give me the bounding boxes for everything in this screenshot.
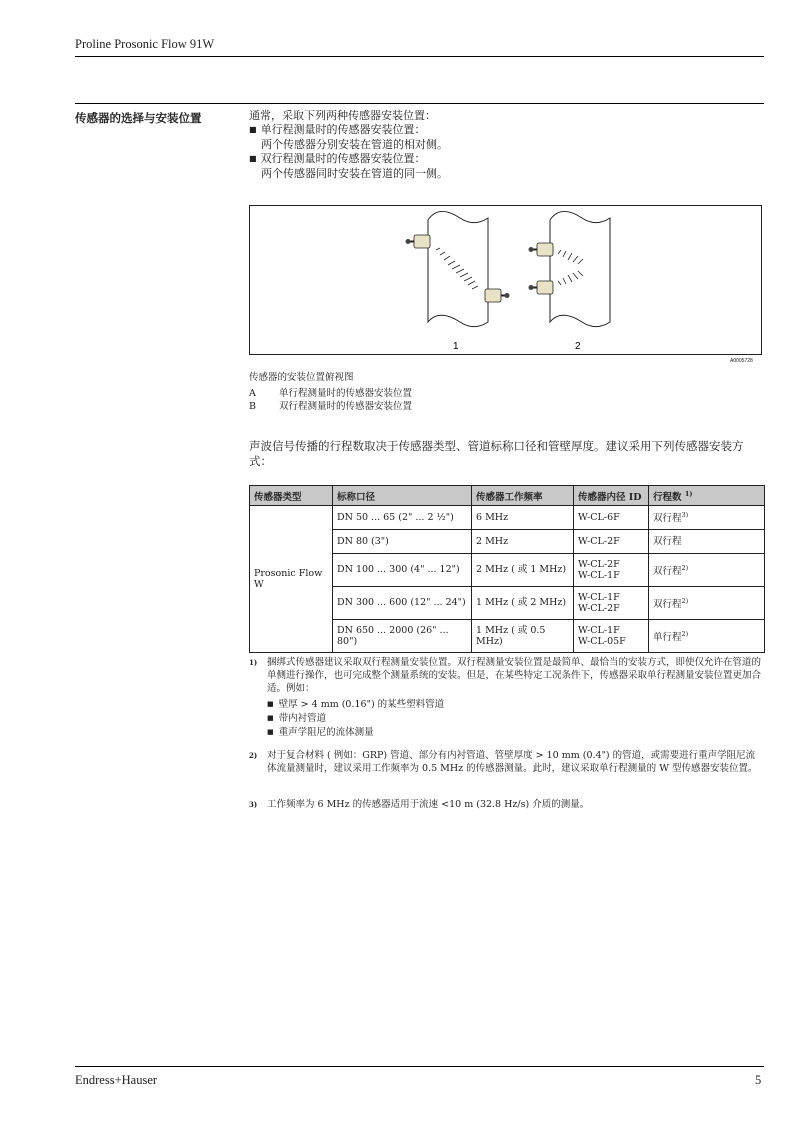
- sensor-icon: [529, 243, 554, 256]
- th-nominal-diameter: 标称口径: [333, 486, 472, 506]
- legend-item: [249, 400, 412, 413]
- cell-traverses: [649, 587, 765, 620]
- sensor-id: W-CL-6F: [578, 511, 620, 523]
- cell-diameter: DN 80 (3"): [333, 530, 472, 554]
- cell-traverses: [649, 554, 765, 587]
- cell-frequency: 1 MHz ( 或 0.5 MHz): [472, 620, 574, 653]
- figure-legend: [249, 387, 412, 413]
- sensor-id: W-CL-2F: [578, 535, 620, 547]
- footnote-ref: 2): [681, 629, 689, 638]
- figure-label-2: 2: [575, 341, 581, 352]
- pipe-double-traverse: [550, 212, 610, 327]
- figure-label-1: 1: [453, 341, 459, 352]
- sensor-id: W-CL-05F: [578, 636, 626, 647]
- legend-key: A: [249, 388, 256, 399]
- header-rule: [75, 56, 764, 57]
- footnote-number: 2): [249, 751, 258, 760]
- cell-traverses: [649, 620, 765, 653]
- table-row: [250, 506, 765, 530]
- footnote-number: 1): [249, 658, 258, 667]
- traverses-value: 双行程: [653, 598, 682, 610]
- section-rule: [75, 103, 764, 104]
- installation-figure: [249, 205, 762, 355]
- sensor-installation-diagram: [250, 206, 761, 354]
- footnote-number: 3): [249, 800, 258, 809]
- figure-caption: 传感器的安装位置俯视图: [249, 372, 354, 383]
- traverses-value: 单行程: [653, 631, 682, 643]
- section-title: 传感器的选择与安装位置: [75, 111, 202, 125]
- traverses-value: 双行程: [653, 535, 682, 547]
- cell-traverses: [649, 506, 765, 530]
- list-item: ■ 带内衬管道: [267, 712, 763, 726]
- footnote: [249, 749, 763, 775]
- footnote-text: 对于复合材料 ( 例如：GRP) 管道、部分有内衬管道、管壁厚度 > 10 mm (0.4") 的管道，或需要进行重声学阻尼流体流量测量时，建议采用工作频率为 0.5 MHz 的传感器测量。此时，建议采取单行程测量的 W 型传感器安装位置。: [267, 750, 758, 774]
- footnote-text: 工作频率为 6 MHz 的传感器适用于流速 <10 m (32.8 Hz/s) 介质的测量。: [267, 799, 590, 810]
- cell-frequency: 2 MHz ( 或 1 MHz): [472, 554, 574, 587]
- sensor-table: [249, 485, 765, 653]
- page-number: 5: [755, 1073, 762, 1087]
- recommendation-paragraph: 声波信号传播的行程数取决于传感器类型、管道标称口径和管壁厚度。建议采用下列传感器安装方式：: [249, 439, 744, 468]
- th-traverses-label: 行程数: [653, 491, 682, 503]
- legend-text: 单行程测量时的传感器安装位置: [279, 388, 413, 399]
- legend-text: 双行程测量时的传感器安装位置: [279, 401, 413, 412]
- cell-sensor-id: [574, 530, 649, 554]
- footer-rule: [75, 1066, 764, 1067]
- footnote-ref: 2): [681, 563, 689, 572]
- th-sensor-type: 传感器类型: [250, 486, 333, 506]
- th-traverses: [649, 486, 765, 506]
- footnote-list: [267, 698, 763, 740]
- cell-traverses: [649, 530, 765, 554]
- footnote: [249, 656, 763, 740]
- legend-key: B: [249, 401, 256, 412]
- sensor-icon: [406, 235, 431, 248]
- cell-sensor-id: [574, 620, 649, 653]
- footnote-ref: 1): [684, 489, 693, 498]
- th-frequency: 传感器工作频率: [472, 486, 574, 506]
- bullet-title: ■ 单行程测量时的传感器安装位置：: [249, 123, 448, 138]
- sensor-type-cell: Prosonic Flow W: [250, 506, 333, 653]
- footnote-ref: 3): [681, 511, 689, 520]
- cell-frequency: 6 MHz: [472, 506, 574, 530]
- cell-diameter: DN 300 ... 600 (12" ... 24"): [333, 587, 472, 620]
- cell-diameter: DN 50 ... 65 (2" ... 2 ½"): [333, 506, 472, 530]
- traverses-value: 双行程: [653, 565, 682, 577]
- intro-text: 通常，采取下列两种传感器安装位置：: [249, 109, 436, 122]
- cell-frequency: 2 MHz: [472, 530, 574, 554]
- pipe-single-traverse: [428, 212, 488, 327]
- intro-block: [249, 109, 448, 181]
- list-item: ■ 壁厚 > 4 mm (0.16") 的某些塑料管道: [267, 698, 763, 712]
- cell-frequency: 1 MHz ( 或 2 MHz): [472, 587, 574, 620]
- sensor-icon: [485, 289, 510, 302]
- sensor-id: W-CL-1F: [578, 624, 620, 636]
- sensor-icon: [529, 281, 554, 294]
- cell-diameter: DN 100 ... 300 (4" ... 12"): [333, 554, 472, 587]
- table-header-row: [250, 486, 765, 506]
- footer-brand: Endress+Hauser: [75, 1073, 158, 1087]
- sensor-id: W-CL-1F: [578, 570, 620, 581]
- footnote: [249, 798, 763, 811]
- cell-sensor-id: [574, 587, 649, 620]
- sensor-id: W-CL-1F: [578, 591, 620, 603]
- cell-diameter: DN 650 ... 2000 (26" ... 80"): [333, 620, 472, 653]
- figure-code: A0005728: [730, 358, 753, 364]
- bullet-desc: 两个传感器同时安装在管道的同一侧。: [261, 167, 448, 180]
- cell-sensor-id: [574, 506, 649, 530]
- traverses-value: 双行程: [653, 513, 682, 525]
- bullet-desc: 两个传感器分别安装在管道的相对侧。: [261, 138, 448, 151]
- footnote-ref: 2): [681, 596, 689, 605]
- bullet-title: ■ 双行程测量时的传感器安装位置：: [249, 152, 448, 167]
- header-title: Proline Prosonic Flow 91W: [75, 37, 215, 51]
- list-item: ■ 重声学阻尼的流体测量: [267, 726, 763, 740]
- sensor-id: W-CL-2F: [578, 603, 620, 614]
- footnote-text: 捆绑式传感器建议采取双行程测量安装位置。双行程测量安装位置是最简单、最恰当的安装方式，即使仅允许在管道的单侧进行操作，也可完成整个测量系统的安装。但是，在某些特定工况条件下，传感器采取单行程测量安装位置更加合适。例如：: [267, 657, 762, 694]
- th-sensor-id: 传感器内径 ID: [574, 486, 649, 506]
- cell-sensor-id: [574, 554, 649, 587]
- sensor-id: W-CL-2F: [578, 558, 620, 570]
- legend-item: [249, 387, 412, 400]
